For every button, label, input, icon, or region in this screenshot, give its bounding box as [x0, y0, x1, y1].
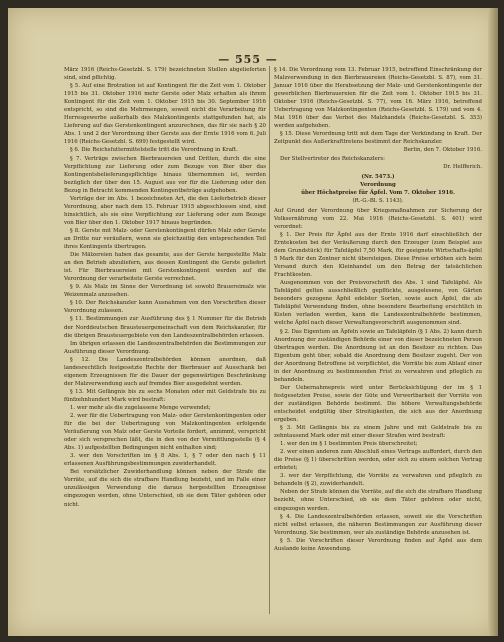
paragraph: Ausgenommen von der Preisvorschrift des Abs. 1 sind Tafeläpfel. Als Tafeläpfel gelten ausschließlich gepflückte, ausgelesene, von Gärten besonders gezogene Äpfel edelster Sorten, sowie auch Äpfel, die als Tafeläpfel Verwendung finden, ohne besondere Bearbeitung ersichtlich in Kisten verladen werden, kann die Landeszentralbehörde bestimmen, welche Äpfel nach dieser Verwaltungsvorschrift ausgenommen sind. [274, 280, 482, 327]
paragraph: § 15. Diese Verordnung tritt mit dem Tage der Verkündung in Kraft. Der Zeitpunkt des Außerkrafttretens bestimmt der Reichskanzler. [274, 131, 482, 146]
list-item: 2. wer für die Uebertragung von Malz- oder Gerstenkontingenten oder für die bei der Uebertragung von Malzkontingenten erfolgende Veräußerung von Malz oder Gerste Vorteile fordert, annimmt, verspricht oder sich versprechen läßt, die in den von der Vermittlungsstelle (§ 4 Abs. 1) aufgestellten Bedingungen nicht enthalten sind; [64, 413, 266, 452]
paragraph: Bei vorsätzlicher Zuwiderhandlung können neben der Strafe die Vorräte, auf die sich die strafbare Handlung bezieht, und im Falle einer unzulässigen Verwendung die daraus hergestellten Erzeugnisse eingezogen werden, ohne Unterschied, ob sie dem Täter gehören oder nicht. [64, 469, 266, 508]
paragraph: § 11. Bestimmungen zur Ausführung des § 1 Nummer für die Betrieb der Norddeutschen Brausteuergemeinschaft von dem Reichskanzler, für die übrigen Brausteuergebiete von den Landeszentralbehörden erlassen. [64, 316, 266, 339]
paragraph: § 14. Die Verordnung vom 13. Februar 1915, betreffend Einschränkung der Malzverwendung in den Bierbrauereien (Reichs-Gesetzbl. S. 87), vom 31. Januar 1916 über die Herabsetzung der Malz- und Gerstenkontingente der gewerblichen Bierbrauereien für die Zeit vom 1. Oktober 1915 bis 31. Oktober 1916 (Reichs-Gesetzbl. S. 77), vom 16. März 1916, betreffend Uebertragung von Malzkontingenten (Reichs-Gesetzbl. S. 179) und vom 4. Mai 1916 über das Verbot des Malzhandels (Reichs-Gesetzbl. S. 353) werden aufgehoben. [274, 67, 482, 130]
paragraph: Verträge der im Abs. 1 bezeichneten Art, die den Lieferbetrieb dieser Verordnung, aber nach dem 15. Februar 1915 abgeschlossen sind, sind hinsichtlich, als sie eine Verpflichtung zur Lieferung oder zum Bezuge von Bier über den 1. Oktober 1917 hinaus begründen. [64, 195, 266, 226]
section-source: (R.-G.-Bl. S. 1143). [352, 197, 404, 204]
paragraph: § 8. Gerste mit Malz- oder Gerstenkontingent dürfen Malz oder Gerste an Dritte nur veräußern, wenn sie gleichzeitig den entsprechenden Teil ihres Kontingents übertragen. [64, 227, 266, 251]
list-item: 2. wer einen anderen zum Abschluß eines Vertrags auffordert, durch den die Preise (§ 1) überschritten werden, oder sich zu einem solchen Vertrag erbietet; [274, 449, 482, 472]
paragraph: § 10. Der Reichskanzler kann Ausnahmen von den Vorschriften dieser Verordnung zulassen. [64, 300, 266, 315]
paragraph: § 2. Das Eigentum an Äpfeln sowie an Tafeläpfeln (§ 1 Abs. 2) kann durch Anordnung der zuständigen Behörde einer von dieser bezeichneten Person übertragen werden. Die Anordnung ist an den Besitzer zu richten. Das Eigentum geht über, sobald die Anordnung dem Besitzer zugeht. Der von der Anordnung Betroffene ist verpflichtet, die Vorräte bis zum Ablauf einer in der Anordnung zu bestimmenden Frist zu verwahren und pfleglich zu behandeln. [274, 328, 482, 383]
signature-place-date: Berlin, den 7. Oktober 1916. [403, 147, 482, 154]
paragraph: Auf Grund der Verordnung über Kriegsmaßnahmen zur Sicherung der Volksernährung vom 22. Mai 1916 (Reichs-Gesetzbl. S. 401) wird verordnet: [274, 207, 482, 230]
paragraph: § 4. Die Landeszentralbehörden erlassen, soweit sie die Vorschriften nicht selbst erlassen, die näheren Bestimmungen zur Ausführung dieser Verordnung. Sie bestimmen, wer als zuständige Behörde anzusehen ist. [274, 513, 482, 536]
paragraph: § 7. Verträge zwischen Bierbrauereien und Dritten, durch die eine Verpflichtung zur Lieferung oder zum Bezuge von Bier über das Kontingentsbelieferungspflichtige hinaus übernommen ist, werden bezüglich der über den 15. August aus vor für die Lieferung oder den Bezug in Betracht kommenden Kontingentbeträge aufgehoben. [64, 155, 266, 194]
signature-name: Dr. Helfferich. [443, 163, 482, 170]
section-heading: Verordnung [360, 181, 396, 188]
paragraph: § 6. Die Reichsfuttermittelstelle tritt die Verordnung in Kraft. [70, 147, 238, 154]
list-item: 1. wer mehr als die zugelassene Menge verwendet; [70, 404, 211, 411]
section-title: über Höchstpreise für Äpfel. Vom 7. Oktober 1916. [301, 189, 455, 196]
paragraph: § 12. Die Landeszentralbehörden können anordnen, daß landesrechtlich festgesetzte Rechte der Bierbrauer auf Ausschank bei eigenem Erzeugnissen für die Dauer der gegenwärtigen Beschränkung der Malzverwendung auch auf fremdes Bier ausgedehnt werden. [64, 356, 266, 387]
document-page [8, 8, 498, 636]
list-item: 3. wer der Verpflichtung, die Vorräte zu verwahren und pfleglich zu behandeln (§ 2), zuwiderhandelt. [274, 473, 482, 488]
left-column [64, 66, 266, 509]
paragraph: Der Uebernahmepreis wird unter Berücksichtigung der im § 1 festgesetzten Preise, sowie der Güte und Verwertbarkeit der Vorräte von der zuständigen Behörde bestimmt. Die höhere Verwaltungsbehörde entscheidet endgültig über Streitigkeiten, die sich aus der Anordnung ergeben. [274, 384, 482, 424]
paragraph: § 5. Auf eine Brotration ist auf Kontingent für die Zeit vom 1. Oktober 1915 bis 31. Oktober 1916 mehr Gerste oder Malz erhalten als ihrem Kontingent für die Zeit vom 1. Oktober 1915 bis 30. September 1916 entspricht, so sind die Mehrmengen, soweit nicht die Verarbeitung für Herresgewerbe außerhalb des Malzkontingents stattgefunden hat, als Lieferung auf das Gerstenkontingent anzurechnen, das für sie nach § 20 Abs. 1 und 2 der Verordnung über Gerste aus der Ernte 1916 vom 6. Juli 1916 (Reichs-Gesetzbl. S. 699) festgestellt wird. [64, 83, 266, 146]
column-divider [269, 66, 270, 614]
paragraph: § 9. Als Malz im Sinne der Verordnung ist sowohl Brauereimalz wie Weizenmalz anzusehen. [64, 284, 266, 299]
paragraph: März 1916 (Reichs-Gesetzbl. S. 179) bezeichneten Stellen abgelieferten sind, sind pflichtig. [64, 67, 266, 82]
paragraph: Die Mälzereien haben das gesamte, aus der Gerste hergestellte Malz an den Betrieb abzuliefern, aus dessen Kontingent die Gerste geliefert ist. Für Bierbrauereien mit Gerstenkontingent werden auf die Verordnung der verarbeitete Gerste verrechnet. [64, 252, 266, 283]
paragraph: § 5. Die Vorschriften dieser Verordnung finden auf Äpfel aus dem Auslande keine Anwendung. [274, 537, 482, 552]
paragraph: § 1. Der Preis für Äpfel aus der Ernte 1916 darf einschließlich der Erntekosten bei der Veräußerung durch den Erzeuger (zum Beispiel aus dem Grundstück) für Tafeläpfel 7,50 Mark, für geeignete Wirtschafts-äpfel 5 Mark für den Zentner nicht übersteigen. Diese Preise erhöhen sich beim Versand durch den Kleinhandel um den Betrag der tatsächlichen Frachtkosten. [274, 231, 482, 279]
list-item: 1. wer den im § 1 bestimmten Preis überschreitet; [280, 441, 418, 448]
paragraph: Im übrigen erlassen die Landeszentralbehörden die Bestimmungen zur Ausführung dieser Verordnung. [64, 340, 266, 355]
section-number: (Nr. 5473.) [361, 173, 395, 180]
paragraph: Neben der Strafe können die Vorräte, auf die sich die strafbare Handlung bezieht, ohne Unterschied, ob sie dem Täter gehören oder nicht, eingezogen werden. [274, 489, 482, 512]
paragraph: § 13. Mit Gefängnis bis zu sechs Monaten oder mit Geldstrafe bis zu fünfzehnhundert Mark wird bestraft: [64, 388, 266, 403]
list-item: 3. wer den Vorschriften im § 8 Abs. 1, § 7 oder den nach § 11 erlassenen Ausführungsbestimmungen zuwiderhandelt. [64, 453, 266, 468]
signature-org: Der Stellvertreter des Reichskanzlers: [280, 155, 385, 162]
page-number: — 555 — [218, 53, 278, 66]
paragraph: § 3. Mit Gefängnis bis zu einem Jahre und mit Geldstrafe bis zu zehntausend Mark oder mit einer dieser Strafen wird bestraft: [274, 425, 482, 440]
page-binding-edge [488, 8, 498, 636]
right-column [274, 66, 482, 553]
